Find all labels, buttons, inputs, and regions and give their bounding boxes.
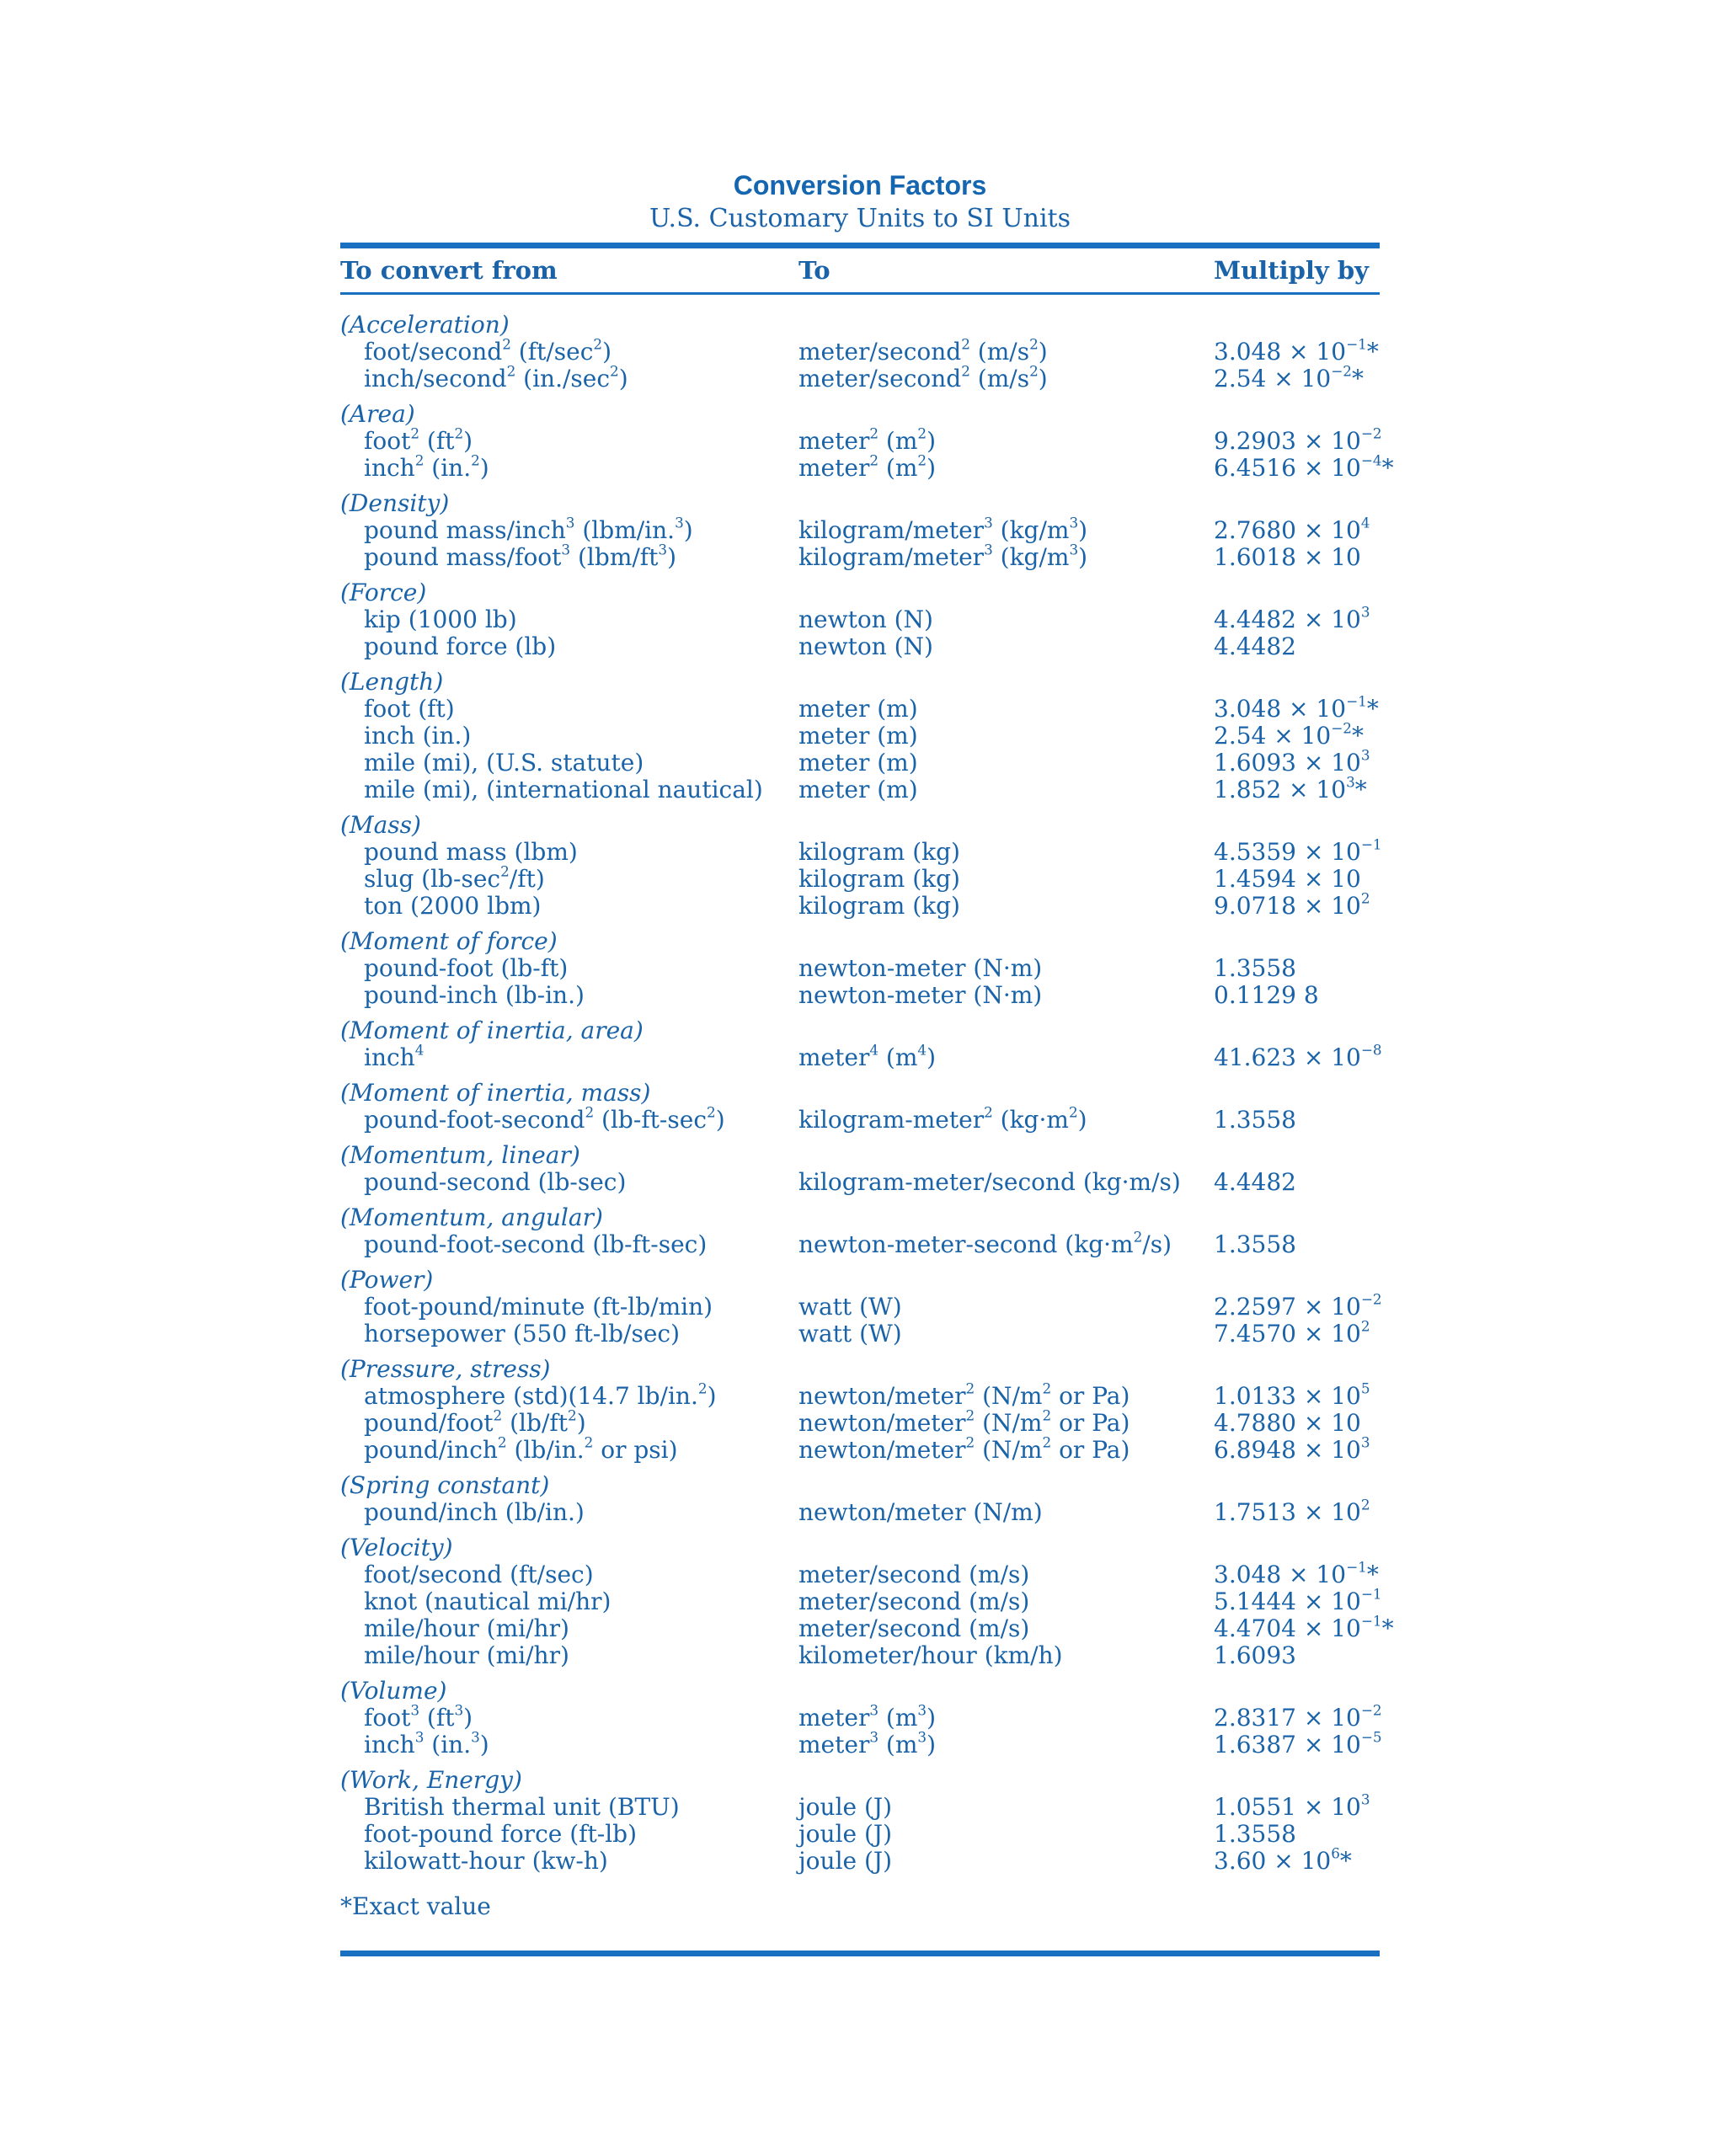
to-unit: kilogram-meter/second (kg·m/s) [798, 1168, 1181, 1196]
to-unit: watt (W) [798, 1293, 902, 1321]
from-unit: pound-second (lb-sec) [364, 1168, 627, 1196]
from-unit: pound mass (lbm) [364, 838, 578, 866]
multiply-factor: $5.1444 \times 10^{-1}$ [1214, 1585, 1382, 1615]
category-heading: (Moment of inertia, area) [340, 1017, 644, 1044]
to-unit: newton-meter (N·m) [798, 954, 1043, 982]
conversion-row [340, 424, 1382, 455]
multiply-factor: $1.6093 \times 10^3$ [1214, 746, 1370, 776]
category-heading: (Velocity) [340, 1534, 453, 1561]
category-heading: (Momentum, linear) [340, 1141, 580, 1169]
from-unit: foot$^3$ $(ft^3)$ [364, 1701, 473, 1732]
conversion-row [340, 633, 1380, 660]
from-unit: pound-inch (lb-in.) [364, 981, 585, 1009]
conversion-section [340, 1142, 1380, 1196]
to-unit: newton/meter$^2$ ($N/m^2$ or Pa) [798, 1433, 1130, 1464]
bottom-rule [340, 1951, 1380, 1956]
conversion-row [340, 1041, 1382, 1071]
multiply-factor: 1.3558 [1214, 1820, 1296, 1848]
from-unit: foot (ft) [364, 695, 455, 723]
conversion-row [340, 362, 1380, 392]
multiply-factor: $4.5359 \times 10^{-1}$ [1214, 835, 1382, 866]
conversion-row [340, 982, 1380, 1009]
conversion-row [340, 1169, 1380, 1196]
to-unit: newton-meter (N·m) [798, 981, 1043, 1009]
multiply-factor: $1.6387 \times 10^{-5}$ [1214, 1728, 1382, 1758]
to-unit: meter$^2$ $(m^2)$ [798, 424, 937, 455]
from-unit: pound/inch$^2$ (lb/in.$^2$ or psi) [364, 1433, 678, 1464]
to-unit: kilometer/hour (km/h) [798, 1641, 1063, 1669]
conversion-row [340, 1728, 1382, 1758]
to-unit: newton/meter$^2$ ($N/m^2$ or Pa) [798, 1406, 1130, 1437]
category-heading: (Spring constant) [340, 1471, 550, 1499]
conversion-row [340, 603, 1380, 633]
from-unit: British thermal unit (BTU) [364, 1793, 680, 1821]
multiply-factor: $1.0551 \times 10^3$ [1214, 1790, 1370, 1821]
conversion-section [340, 1267, 1380, 1348]
to-unit: meter/second (m/s) [798, 1614, 1030, 1642]
to-unit: joule (J) [798, 1847, 893, 1875]
conversion-row [340, 1642, 1380, 1669]
conversion-table-page [340, 168, 1394, 1956]
multiply-factor: $2.8317 \times 10^{-2}$ [1214, 1701, 1382, 1732]
conversion-row [340, 1558, 1380, 1588]
from-unit: mile/hour (mi/hr) [364, 1641, 569, 1669]
conversion-section [340, 1678, 1380, 1758]
multiply-factor: $2.7680 \times 10^4$ [1214, 514, 1370, 544]
multiply-factor: 1.3558 [1214, 1106, 1296, 1134]
multiply-factor: 4.4482 [1214, 1168, 1296, 1196]
conversion-row [340, 1433, 1380, 1464]
multiply-factor: $1.7513 \times 10^2$ [1214, 1496, 1370, 1526]
conversion-section [340, 928, 1380, 1009]
conversion-row [340, 862, 1380, 893]
column-header-to: To [798, 256, 830, 285]
conversion-section [340, 312, 1380, 392]
from-unit: inch$^4$ [364, 1041, 425, 1071]
from-unit: pound/foot$^2$ $(lb/ft^2)$ [364, 1406, 586, 1437]
conversion-row [340, 514, 1380, 544]
to-unit: kilogram (kg) [798, 865, 960, 893]
to-unit: kilogram/meter$^3$ $(kg/m^3)$ [798, 541, 1088, 571]
multiply-factor: $2.54 \times 10^{-2}*$ [1214, 719, 1364, 750]
from-unit: slug $(lb-\sec^2/ft)$ [364, 862, 545, 893]
conversion-row [340, 719, 1380, 750]
category-heading: (Moment of force) [340, 927, 558, 955]
conversion-section [340, 1204, 1380, 1258]
multiply-factor: 4.7880 × 10 [1214, 1409, 1361, 1437]
multiply-factor: $9.0718 \times 10^2$ [1214, 889, 1370, 920]
conversion-section [340, 812, 1380, 920]
conversion-row [340, 1496, 1380, 1526]
to-unit: joule (J) [798, 1820, 893, 1848]
to-unit: newton/meter (N/m) [798, 1498, 1043, 1526]
to-unit: meter$^3$ $(m^3)$ [798, 1701, 937, 1732]
multiply-factor: 1.6018 × 10 [1214, 543, 1361, 571]
to-unit: meter/second$^2$ $(m/s^2)$ [798, 362, 1048, 392]
from-unit: pound mass/foot$^3$ $(lbm/ft^3)$ [364, 541, 677, 571]
from-unit: pound/inch (lb/in.) [364, 1498, 585, 1526]
category-heading: (Density) [340, 489, 450, 517]
category-heading: (Area) [340, 400, 415, 428]
conversion-section [340, 669, 1380, 803]
from-unit: kilowatt-hour (kw-h) [364, 1847, 608, 1875]
conversion-row [340, 1406, 1380, 1437]
multiply-factor: $2.54 \times 10^{-2}*$ [1214, 362, 1364, 392]
conversion-row [340, 1103, 1380, 1134]
multiply-factor: 1.3558 [1214, 954, 1296, 982]
category-heading: (Acceleration) [340, 311, 510, 339]
multiply-factor: $3.048 \times 10^{-1}*$ [1214, 692, 1379, 723]
conversion-row [340, 1821, 1380, 1848]
category-heading: (Volume) [340, 1677, 447, 1705]
to-unit: meter (m) [798, 695, 918, 723]
conversion-section [340, 1356, 1380, 1464]
footnote: *Exact value [340, 1892, 491, 1920]
from-unit: mile/hour (mi/hr) [364, 1614, 569, 1642]
to-unit: meter/second (m/s) [798, 1561, 1030, 1588]
multiply-factor: 1.3558 [1214, 1230, 1296, 1258]
conversion-row [340, 746, 1380, 776]
multiply-factor: $9.2903 \times 10^{-2}$ [1214, 424, 1382, 455]
multiply-factor: $7.4570 \times 10^2$ [1214, 1317, 1370, 1348]
header-top-rule [340, 243, 1380, 248]
conversion-section [340, 490, 1380, 571]
multiply-factor: 1.6093 [1214, 1641, 1296, 1669]
from-unit: atmosphere (std)(14.7 lb/in.$^2$) [364, 1380, 717, 1410]
multiply-factor: 4.4482 [1214, 632, 1296, 660]
category-heading: (Pressure, stress) [340, 1355, 551, 1383]
from-unit: pound-foot-second$^2$ $(lb-ft-\sec^2)$ [364, 1103, 725, 1134]
conversion-row [340, 1790, 1380, 1821]
column-header-row [340, 248, 1380, 292]
to-unit: meter$^3$ $(m^3)$ [798, 1728, 937, 1758]
multiply-factor: $4.4704 \times 10^{-1}*$ [1214, 1612, 1394, 1642]
to-unit: newton (N) [798, 606, 933, 633]
to-unit: meter (m) [798, 749, 918, 776]
from-unit: foot/second (ft/sec) [364, 1561, 594, 1588]
multiply-factor: $3.60 \times 10^6*$ [1214, 1844, 1352, 1875]
to-unit: kilogram (kg) [798, 838, 960, 866]
conversion-row [340, 541, 1380, 571]
from-unit: foot/second$^2$ $(ft/\sec^2)$ [364, 335, 612, 366]
to-unit: kilogram (kg) [798, 892, 960, 920]
conversion-row [340, 335, 1380, 366]
conversion-section [340, 1534, 1394, 1669]
to-unit: meter (m) [798, 722, 918, 750]
multiply-factor: 1.4594 × 10 [1214, 865, 1361, 893]
category-heading: (Work, Energy) [340, 1766, 522, 1794]
multiply-factor: $1.852 \times 10^3*$ [1214, 773, 1367, 803]
category-heading: (Moment of inertia, mass) [340, 1079, 651, 1107]
from-unit: foot-pound/minute (ft-lb/min) [364, 1293, 713, 1321]
conversion-sections [340, 311, 1394, 1875]
category-heading: (Power) [340, 1266, 434, 1294]
conversion-section [340, 400, 1394, 482]
to-unit: joule (J) [798, 1793, 893, 1821]
conversion-section [340, 1767, 1380, 1875]
conversion-row [340, 835, 1382, 866]
column-header-multiply: Multiply by [1214, 256, 1369, 285]
from-unit: mile (mi), (international nautical) [364, 776, 763, 803]
from-unit: pound mass/inch$^3$ (lbm/in.$^3$) [364, 514, 693, 544]
from-unit: inch (in.) [364, 722, 472, 750]
conversion-section [340, 579, 1380, 660]
from-unit: foot$^2$ $(ft^2)$ [364, 424, 473, 455]
conversion-row [340, 773, 1380, 803]
page-title: Conversion Factors [733, 170, 987, 200]
conversion-section [340, 1017, 1380, 1071]
to-unit: kilogram-meter$^2$ $(kg\cdot m^2)$ [798, 1103, 1087, 1134]
multiply-factor: $6.8948 \times 10^3$ [1214, 1433, 1370, 1464]
from-unit: mile (mi), (U.S. statute) [364, 749, 644, 776]
category-heading: (Momentum, angular) [340, 1203, 603, 1231]
conversion-row [340, 1290, 1382, 1321]
conversion-section [340, 1472, 1380, 1526]
from-unit: inch$^2$ (in.$^2$) [364, 451, 489, 482]
conversion-section [340, 1080, 1380, 1134]
to-unit: newton (N) [798, 632, 933, 660]
from-unit: horsepower (550 ft-lb/sec) [364, 1320, 681, 1348]
multiply-factor: $6.4516 \times 10^{-4}*$ [1214, 451, 1394, 482]
conversion-row [340, 1380, 1380, 1410]
category-heading: (Force) [340, 579, 427, 606]
multiply-factor: $2.2597 \times 10^{-2}$ [1214, 1290, 1382, 1321]
multiply-factor: $4.4482 \times 10^3$ [1214, 603, 1370, 633]
to-unit: watt (W) [798, 1320, 902, 1348]
conversion-row [340, 1844, 1380, 1875]
to-unit: kilogram/meter$^3$ $(kg/m^3)$ [798, 514, 1088, 544]
from-unit: pound-foot (lb-ft) [364, 954, 569, 982]
to-unit: meter$^4$ $(m^4)$ [798, 1041, 937, 1071]
to-unit: newton/meter$^2$ ($N/m^2$ or Pa) [798, 1380, 1130, 1410]
to-unit: meter (m) [798, 776, 918, 803]
conversion-row [340, 1612, 1394, 1642]
to-unit: newton-meter-second $(kg\cdot m^2/s)$ [798, 1228, 1172, 1258]
multiply-factor: $41.623 \times 10^{-8}$ [1214, 1041, 1382, 1071]
from-unit: kip (1000 lb) [364, 606, 517, 633]
header-bottom-rule [340, 292, 1380, 295]
from-unit: inch$^3$ (in.$^3$) [364, 1728, 489, 1758]
column-header-from: To convert from [340, 256, 558, 285]
from-unit: knot (nautical mi/hr) [364, 1588, 611, 1615]
page-subtitle: U.S. Customary Units to SI Units [649, 204, 1071, 233]
to-unit: meter$^2$ $(m^2)$ [798, 451, 937, 482]
conversion-row [340, 692, 1380, 723]
category-heading: (Length) [340, 668, 444, 696]
conversion-row [340, 451, 1394, 482]
multiply-factor: 0.1129 8 [1214, 981, 1319, 1009]
conversion-row [340, 1701, 1382, 1732]
from-unit: foot-pound force (ft-lb) [364, 1820, 638, 1848]
from-unit: pound-foot-second (lb-ft-sec) [364, 1230, 708, 1258]
conversion-row [340, 1317, 1380, 1348]
multiply-factor: $3.048 \times 10^{-1}*$ [1214, 335, 1379, 366]
multiply-factor: $3.048 \times 10^{-1}*$ [1214, 1558, 1379, 1588]
conversion-row [340, 889, 1380, 920]
to-unit: meter/second (m/s) [798, 1588, 1030, 1615]
category-heading: (Mass) [340, 811, 421, 839]
conversion-row [340, 1585, 1382, 1615]
from-unit: inch/second$^2$ $(in./\sec^2)$ [364, 362, 628, 392]
conversion-row [340, 955, 1380, 982]
to-unit: meter/second$^2$ $(m/s^2)$ [798, 335, 1048, 366]
multiply-factor: $1.0133 \times 10^5$ [1214, 1380, 1370, 1410]
conversion-row [340, 1228, 1380, 1258]
from-unit: pound force (lb) [364, 632, 557, 660]
from-unit: ton (2000 lbm) [364, 892, 542, 920]
